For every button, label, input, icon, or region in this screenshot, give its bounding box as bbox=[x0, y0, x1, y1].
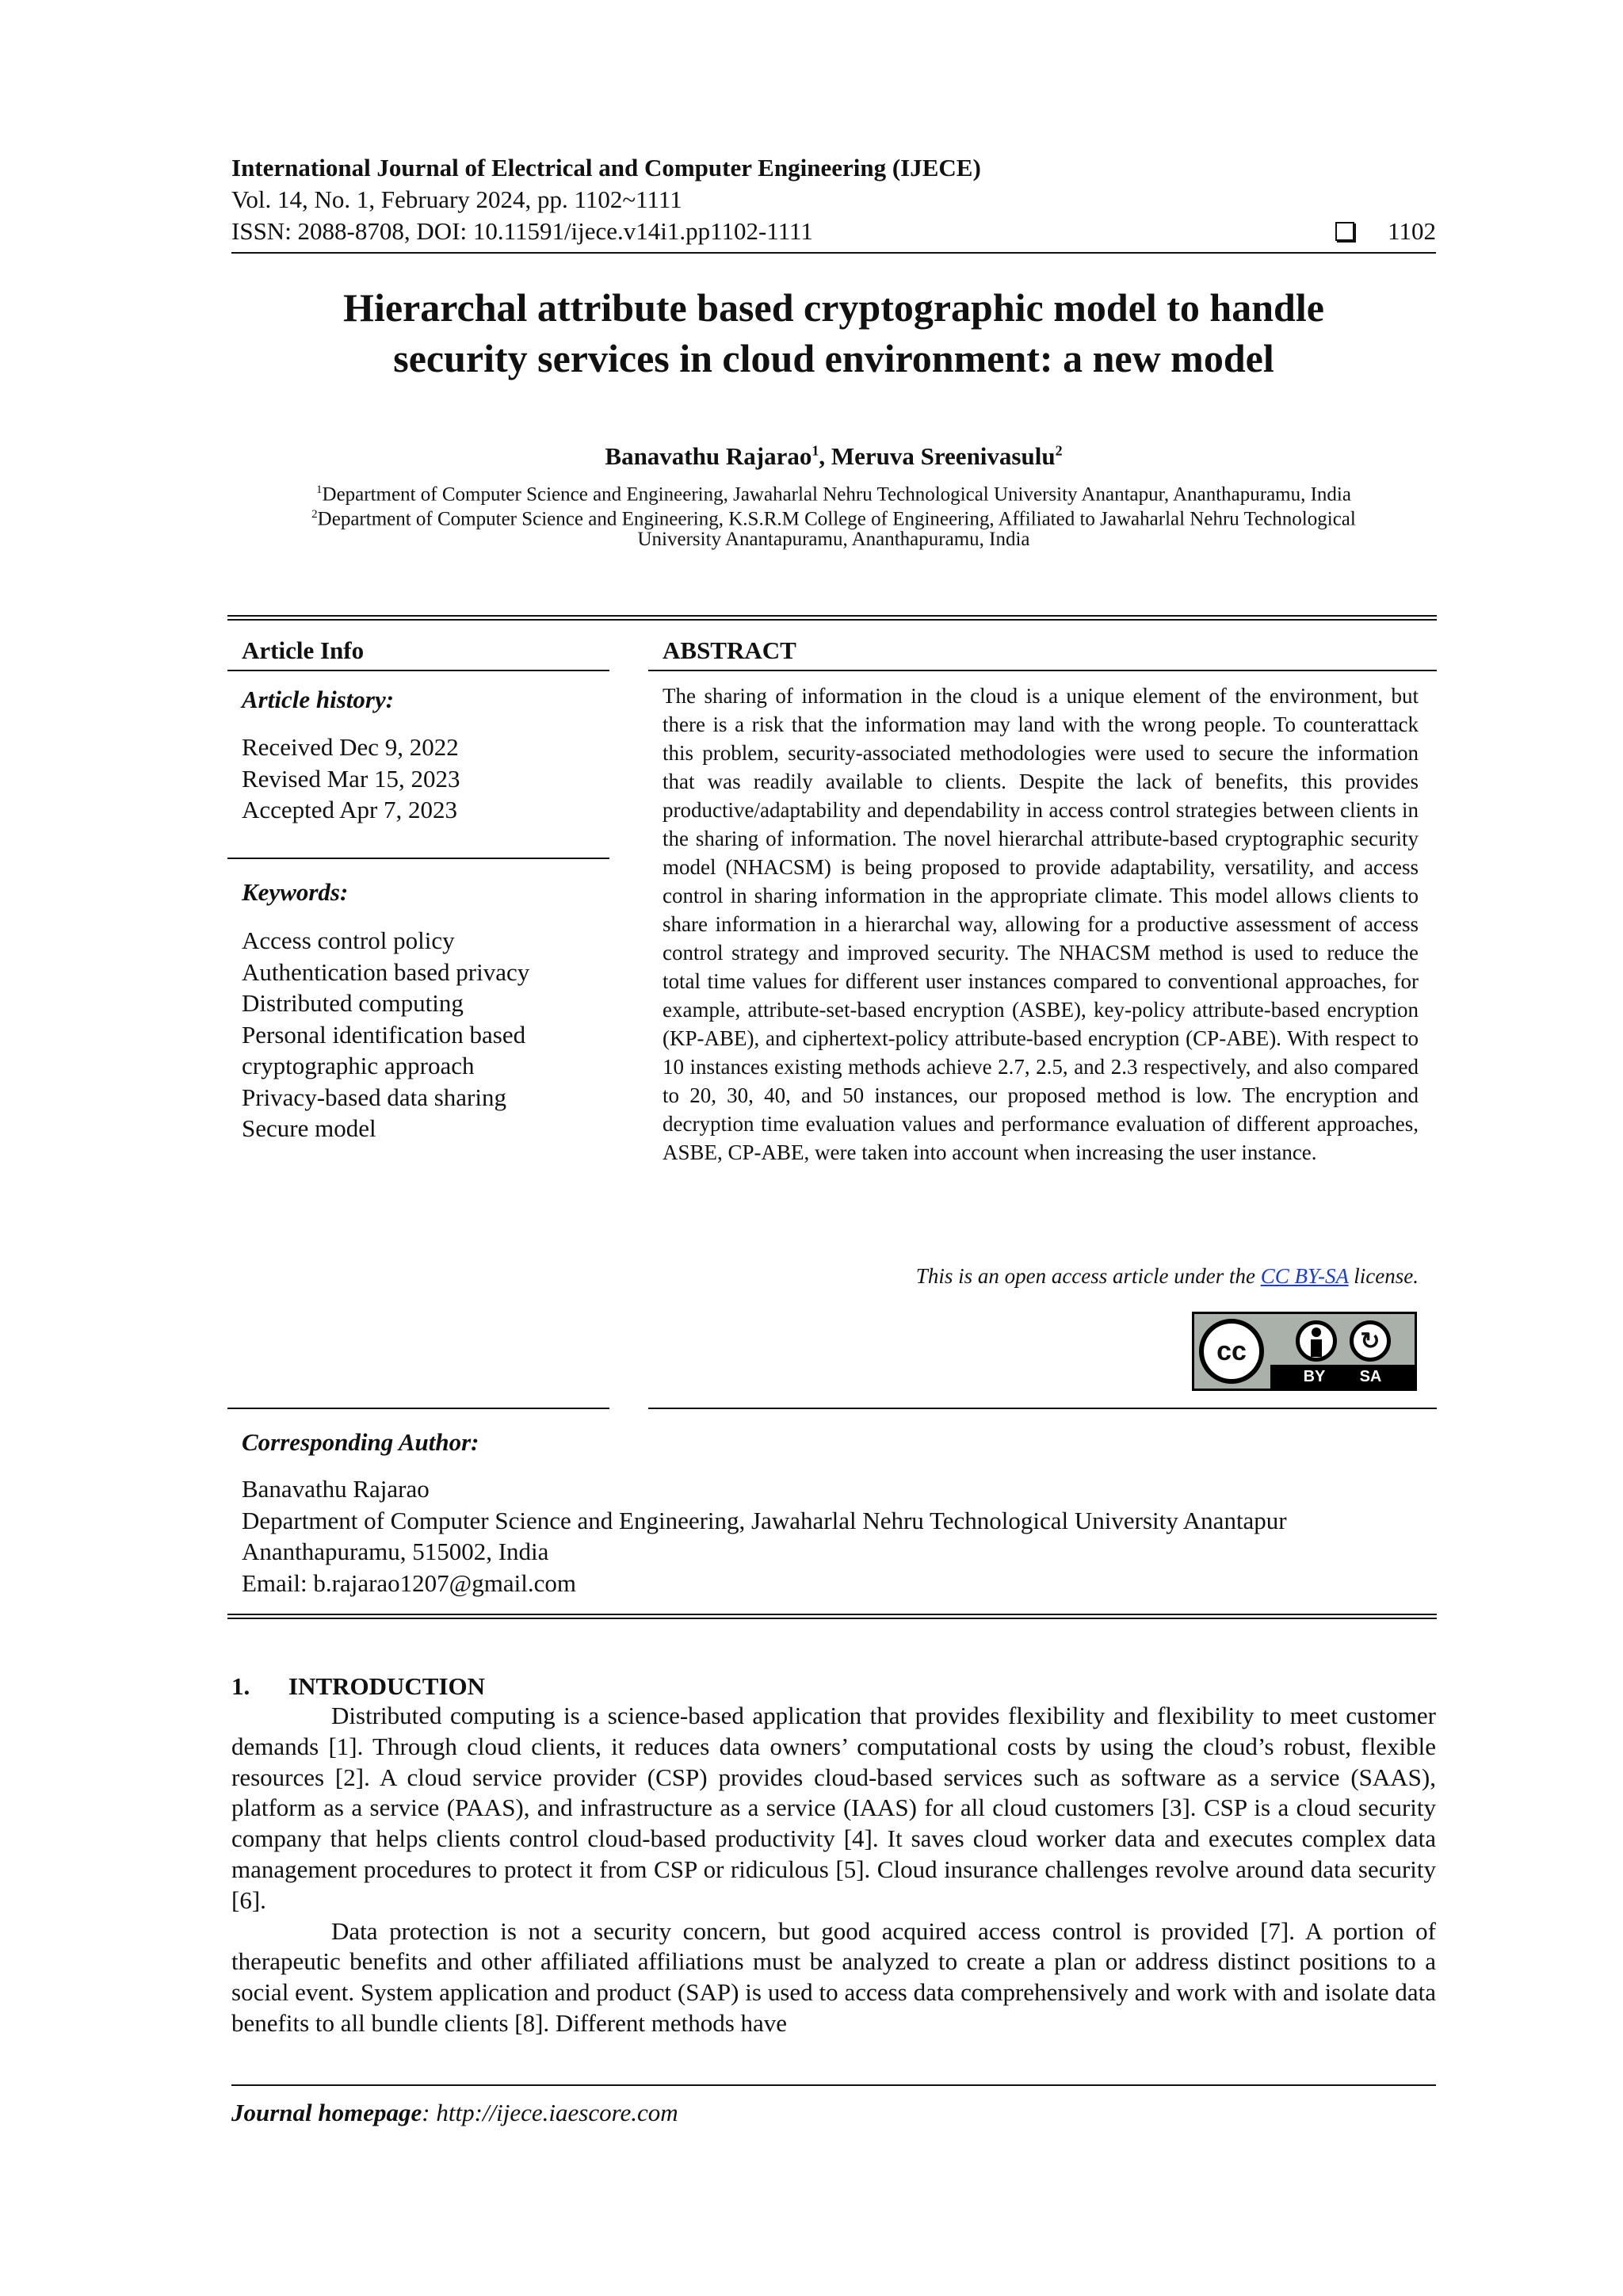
keyword: Distributed computing bbox=[242, 989, 464, 1017]
article-history-heading: Article history: bbox=[242, 686, 395, 713]
badge-sa-label: SA bbox=[1359, 1367, 1382, 1385]
page-number-group bbox=[1335, 217, 1436, 246]
corresponding-author-block bbox=[242, 1473, 1430, 1599]
page-number: 1102 bbox=[1388, 217, 1436, 245]
corresponding-name: Banavathu Rajarao bbox=[242, 1475, 430, 1503]
section-heading-introduction bbox=[231, 1672, 485, 1701]
corr-bottom-rule-1 bbox=[227, 1614, 1437, 1615]
keyword: Privacy-based data sharing bbox=[242, 1083, 506, 1111]
info-top-rule-2 bbox=[227, 619, 1437, 621]
journal-homepage-footer bbox=[231, 2099, 678, 2127]
keyword: Access control policy bbox=[242, 926, 455, 954]
article-info-rule bbox=[227, 670, 609, 671]
attribution-person-icon bbox=[1296, 1320, 1337, 1362]
article-history bbox=[242, 732, 624, 826]
revised-date: Revised Mar 15, 2023 bbox=[242, 764, 460, 793]
author-2: Meruva Sreenivasulu bbox=[831, 442, 1056, 470]
history-rule bbox=[227, 858, 609, 859]
license-suffix: license. bbox=[1348, 1264, 1419, 1288]
author-2-affil-mark: 2 bbox=[1055, 442, 1063, 459]
author-1-affil-mark: 1 bbox=[812, 442, 819, 459]
corresponding-dept: Department of Computer Science and Engineering, Jawaharlal Nehru Technological University Anantapur bbox=[242, 1506, 1287, 1534]
keywords-list bbox=[242, 925, 614, 1144]
affiliation-1-mark: 1 bbox=[316, 483, 323, 496]
title-line-1: Hierarchal attribute based cryptographic model to handle bbox=[343, 285, 1324, 330]
checkbox-square-icon bbox=[1335, 222, 1354, 241]
journal-name: International Journal of Electrical and Computer Engineering (IJECE) bbox=[231, 154, 981, 181]
affiliation-1-text: Department of Computer Science and Engineering, Jawaharlal Nehru Technological University Anantapur, Ananthapuramu, India bbox=[322, 483, 1351, 506]
author-list bbox=[231, 442, 1436, 471]
corresponding-email: Email: b.rajarao1207@gmail.com bbox=[242, 1568, 576, 1597]
affiliation-2-mark: 2 bbox=[311, 508, 318, 521]
author-separator: , bbox=[819, 442, 831, 470]
badge-label-strip bbox=[1270, 1365, 1415, 1389]
author-1: Banavathu Rajarao bbox=[605, 442, 812, 470]
section-number: 1. bbox=[231, 1672, 250, 1700]
footer-label: Journal homepage bbox=[231, 2099, 422, 2126]
license-prefix: This is an open access article under the bbox=[915, 1264, 1261, 1288]
header-rule bbox=[231, 252, 1436, 254]
keyword: Personal identification based bbox=[242, 1020, 526, 1049]
issn-doi-line: ISSN: 2088-8708, DOI: 10.11591/ijece.v14i1.pp1102-1111 bbox=[231, 217, 813, 245]
corr-bottom-rule-2 bbox=[227, 1618, 1437, 1619]
cc-by-sa-link[interactable]: CC BY-SA bbox=[1260, 1264, 1349, 1288]
keyword: cryptographic approach bbox=[242, 1052, 475, 1079]
received-date: Received Dec 9, 2022 bbox=[242, 733, 459, 761]
corresponding-author-heading: Corresponding Author: bbox=[242, 1428, 479, 1456]
article-info-heading: Article Info bbox=[242, 636, 365, 664]
license-statement bbox=[916, 1264, 1419, 1289]
volume-line: Vol. 14, No. 1, February 2024, pp. 1102~1111 bbox=[231, 185, 682, 213]
abstract-text: The sharing of information in the cloud is a unique element of the environment, but there is a risk that the information may land with the wrong people. To counterattack this problem, security-associated methodologies were used to secure the information that was readily available to clients. Despite the lack of benefits, this provides productive/adaptability and dependability in access control strategies between clients in the sharing of information. The novel hierarchal attribute-based cryptographic security model (NHACSM) is being proposed to provide adaptability, versatility, and access control in sharing information in the appropriate climate. This model allows clients to share information in a hierarchal way, allowing for a productive assessment of access control strategy and improved security. The NHACSM method is used to reduce the total time values for different user instances compared to conventional approaches, for example, attribute-set-based encryption (ASBE), key-policy attribute-based encryption (KP-ABE), and ciphertext-policy attribute-based encryption (CP-ABE). With respect to 10 instances existing methods achieve 2.7, 2.5, and 2.3 respectively, and also compared to 20, 30, 40, and 50 instances, our proposed method is low. The encryption and decryption time evaluation values and performance evaluation of different approaches, ASBE, CP-ABE, were taken into account when increasing the user instance. bbox=[663, 684, 1419, 1164]
footer-url[interactable]: : http://ijece.iaescore.com bbox=[422, 2099, 678, 2126]
left-bottom-rule bbox=[227, 1408, 609, 1409]
intro-paragraph-1: Distributed computing is a science-based application that provides flexibility and flexibility to meet customer demands [1]. Through cloud clients, it reduces data owners’ computational costs by using the cloud’s robust, flexible resources [2]. A cloud service provider (CSP) provides cloud-based services such as software as a service (SAAS), platform as a service (PAAS), and infrastructure as a service (IAAS) for all cloud customers [3]. CSP is a cloud security company that helps clients control cloud-based productivity [4]. It saves cloud worker data and executes complex data management procedures to protect it from CSP or ridiculous [5]. Cloud insurance challenges revolve around data security [6]. bbox=[231, 1702, 1436, 1914]
title-line-2: security services in cloud environment: a new model bbox=[393, 336, 1274, 380]
share-alike-icon: ↻ bbox=[1350, 1320, 1391, 1362]
affiliation-2-text-line-1: Department of Computer Science and Engineering, K.S.R.M College of Engineering, Affiliated to Jawaharlal Nehru Technological bbox=[317, 508, 1356, 530]
intro-paragraph-2: Data protection is not a security concern, but good acquired access control is provided [7]. A portion of therapeutic benefits and other affiliated affiliations must be analyzed to create a plan or address distinct positions to a social event. System application and product (SAP) is used to access data comprehensively and work with and isolate data benefits to all bundle clients [8]. Different methods have bbox=[231, 1916, 1436, 2037]
footer-rule bbox=[231, 2084, 1436, 2086]
affiliation-2-continued: University Anantapuramu, Ananthapuramu, India bbox=[637, 529, 1030, 550]
cc-logo-icon: cc bbox=[1199, 1319, 1264, 1384]
abstract-rule bbox=[648, 670, 1437, 671]
corresponding-city: Ananthapuramu, 515002, India bbox=[242, 1538, 549, 1565]
section-title: INTRODUCTION bbox=[288, 1672, 486, 1700]
paper-title bbox=[231, 282, 1436, 384]
abstract-heading: ABSTRACT bbox=[663, 636, 796, 664]
keyword: Secure model bbox=[242, 1114, 376, 1142]
cc-by-sa-badge[interactable] bbox=[1192, 1312, 1417, 1391]
keywords-heading: Keywords: bbox=[242, 878, 349, 906]
keyword: Authentication based privacy bbox=[242, 957, 530, 986]
introduction-body bbox=[231, 1701, 1436, 2039]
accepted-date: Accepted Apr 7, 2023 bbox=[242, 796, 458, 823]
badge-by-label: BY bbox=[1303, 1367, 1326, 1385]
abstract-bottom-rule bbox=[648, 1408, 1437, 1409]
info-top-rule-1 bbox=[227, 615, 1437, 617]
